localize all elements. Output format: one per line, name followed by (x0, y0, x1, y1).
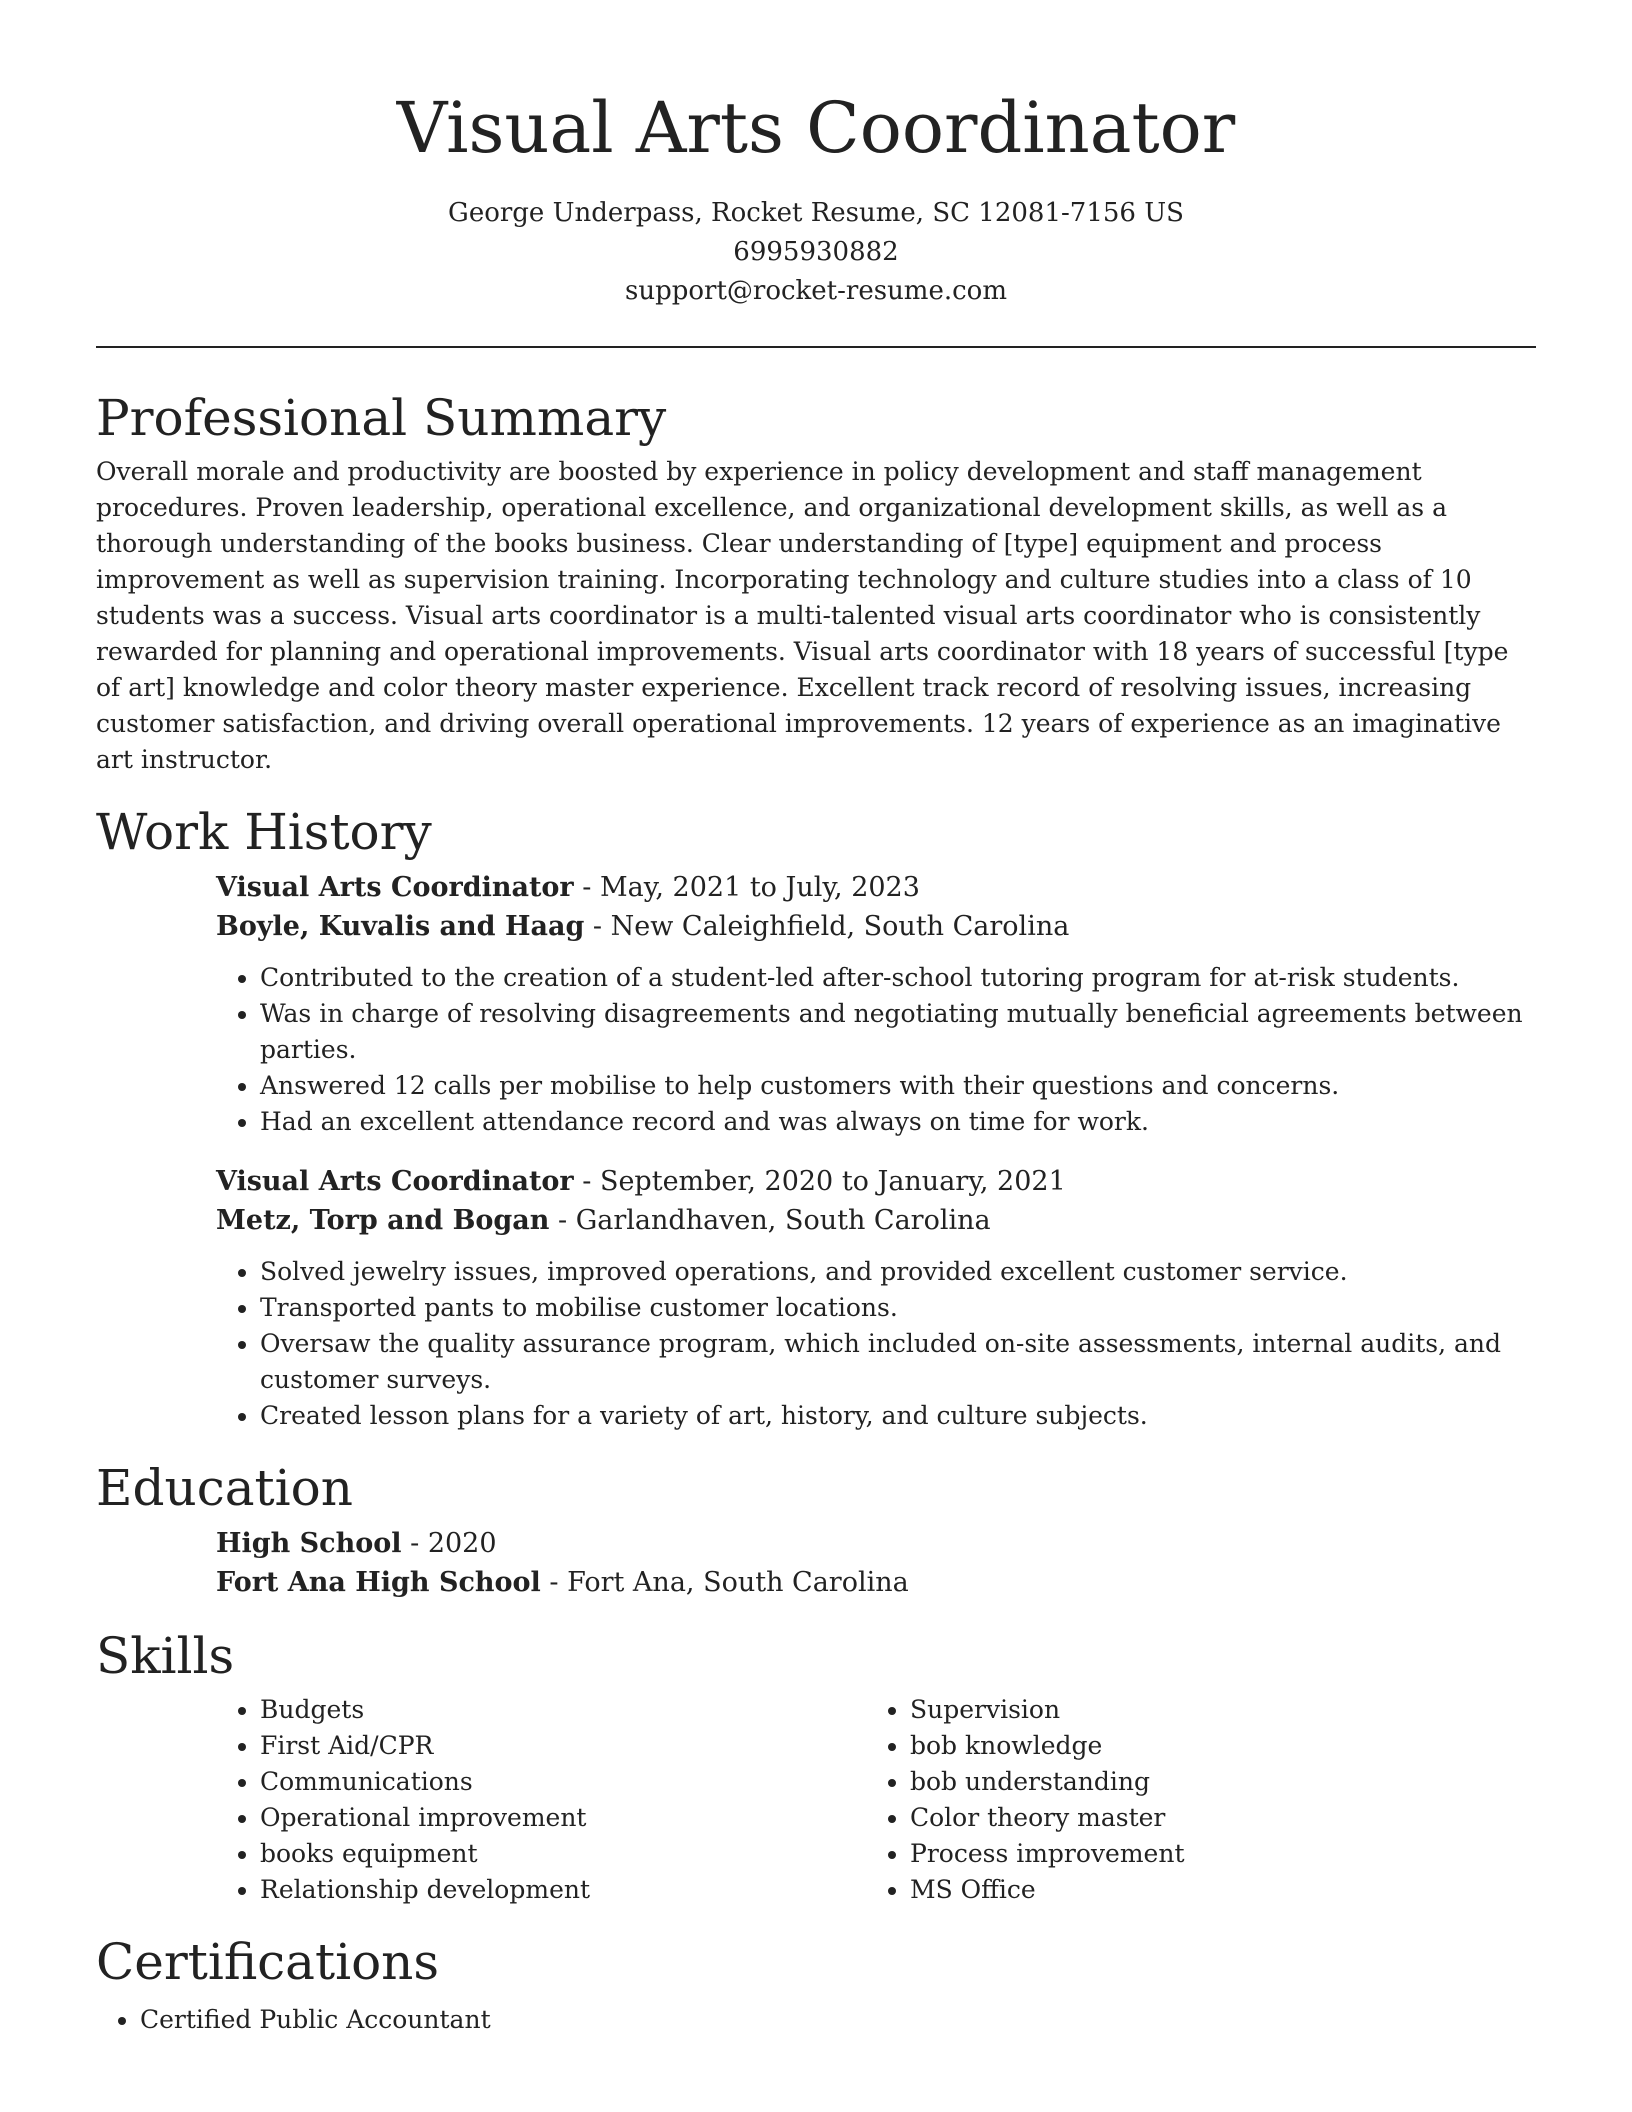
contact-email: support@rocket-resume.com (624, 276, 1007, 306)
contact-phone: 6995930882 (733, 237, 899, 267)
list-item: • Created lesson plans for a variety of art, history, and culture subjects. (260, 1398, 1536, 1434)
section-heading-certifications: Certifications (96, 1933, 440, 1991)
skill-item: • bob knowledge (910, 1728, 1516, 1764)
job-location: - New Caleighfield, South Carolina (584, 911, 1070, 942)
job-title-line (216, 868, 1536, 907)
education-school: Fort Ana High School (216, 1567, 541, 1598)
resume-header (96, 0, 1536, 311)
certifications-section (96, 1932, 1536, 2038)
list-item: • Oversaw the quality assurance program, which included on-site assessments, internal audits, and customer surveys. (260, 1326, 1536, 1398)
skill-item: • Relationship development (260, 1872, 866, 1908)
certification-item: • Certified Public Accountant (140, 2002, 1536, 2038)
skill-item: • Process improvement (910, 1836, 1516, 1872)
education-school-line (216, 1563, 1536, 1602)
list-item: • Solved jewelry issues, improved operations, and provided excellent customer service. (260, 1254, 1536, 1290)
skill-item: • First Aid/CPR (260, 1728, 866, 1764)
job-title: Visual Arts Coordinator (216, 872, 574, 903)
summary-text: Overall morale and productivity are boosted by experience in policy development and staff management procedures. Proven leadership, operational excellence, and organizational development skills, as well as a thorough understanding of the books business. Clear understanding of [type] equipment and process improvement as well as supervision training. Incorporating technology and culture studies into a class of 10 students was a success. Visual arts coordinator is a multi-talented visual arts coordinator who is consistently rewarded for planning and operational improvements. Visual arts coordinator with 18 years of successful [type of art] knowledge and color theory master experience. Excellent track record of resolving issues, increasing customer satisfaction, and driving overall operational improvements. 12 years of experience as an imaginative art instructor. (96, 457, 1509, 774)
page-title: Visual Arts Coordinator (396, 87, 1236, 169)
skill-item: • MS Office (910, 1872, 1516, 1908)
skill-item: • Color theory master (910, 1800, 1516, 1836)
section-heading-education: Education (96, 1459, 353, 1517)
section-heading-work-history: Work History (96, 803, 432, 861)
skill-item: • Supervision (910, 1692, 1516, 1728)
job-entry (216, 1162, 1536, 1434)
section-heading-summary: Professional Summary (96, 389, 667, 447)
skill-item: • Budgets (260, 1692, 866, 1728)
skill-item: • Communications (260, 1764, 866, 1800)
list-item: • Transported pants to mobilise customer locations. (260, 1290, 1536, 1326)
skill-item: • bob understanding (910, 1764, 1516, 1800)
job-title: Visual Arts Coordinator (216, 1166, 574, 1197)
contact-block (96, 194, 1536, 311)
list-item: • Was in charge of resolving disagreements and negotiating mutually beneficial agreements between parties. (260, 996, 1536, 1068)
certifications-list (96, 2002, 1536, 2038)
job-entry (216, 868, 1536, 1140)
job-company: Boyle, Kuvalis and Haag (216, 911, 585, 942)
education-degree: High School (216, 1528, 402, 1559)
list-item: • Answered 12 calls per mobilise to help customers with their questions and concerns. (260, 1068, 1536, 1104)
work-history-section (96, 802, 1536, 1434)
job-dates: - May, 2021 to July, 2023 (573, 872, 920, 903)
list-item: • Had an excellent attendance record and was always on time for work. (260, 1104, 1536, 1140)
education-degree-line (216, 1524, 1536, 1563)
section-heading-skills: Skills (96, 1627, 235, 1685)
skills-list-left (216, 1692, 866, 1908)
skill-item: • books equipment (260, 1836, 866, 1872)
resume-page (96, 0, 1536, 2038)
skills-grid (216, 1692, 1536, 1908)
job-title-line (216, 1162, 1536, 1201)
list-item: • Contributed to the creation of a student-led after-school tutoring program for at-risk students. (260, 960, 1536, 996)
header-divider (96, 346, 1536, 348)
skills-list-right (866, 1692, 1516, 1908)
job-dates: - September, 2020 to January, 2021 (573, 1166, 1066, 1197)
skill-item: • Operational improvement (260, 1800, 866, 1836)
contact-address: George Underpass, Rocket Resume, SC 12081-7156 US (448, 198, 1184, 228)
job-company-line (216, 1201, 1536, 1240)
job-duties-list (216, 1254, 1536, 1434)
education-section (96, 1458, 1536, 1602)
education-location: - Fort Ana, South Carolina (540, 1567, 909, 1598)
education-year: - 2020 (401, 1528, 497, 1559)
job-location: - Garlandhaven, South Carolina (549, 1205, 991, 1236)
skills-section (96, 1626, 1536, 1908)
summary-section (96, 388, 1536, 778)
job-company: Metz, Torp and Bogan (216, 1205, 550, 1236)
education-entry (216, 1524, 1536, 1602)
job-company-line (216, 907, 1536, 946)
job-duties-list (216, 960, 1536, 1140)
